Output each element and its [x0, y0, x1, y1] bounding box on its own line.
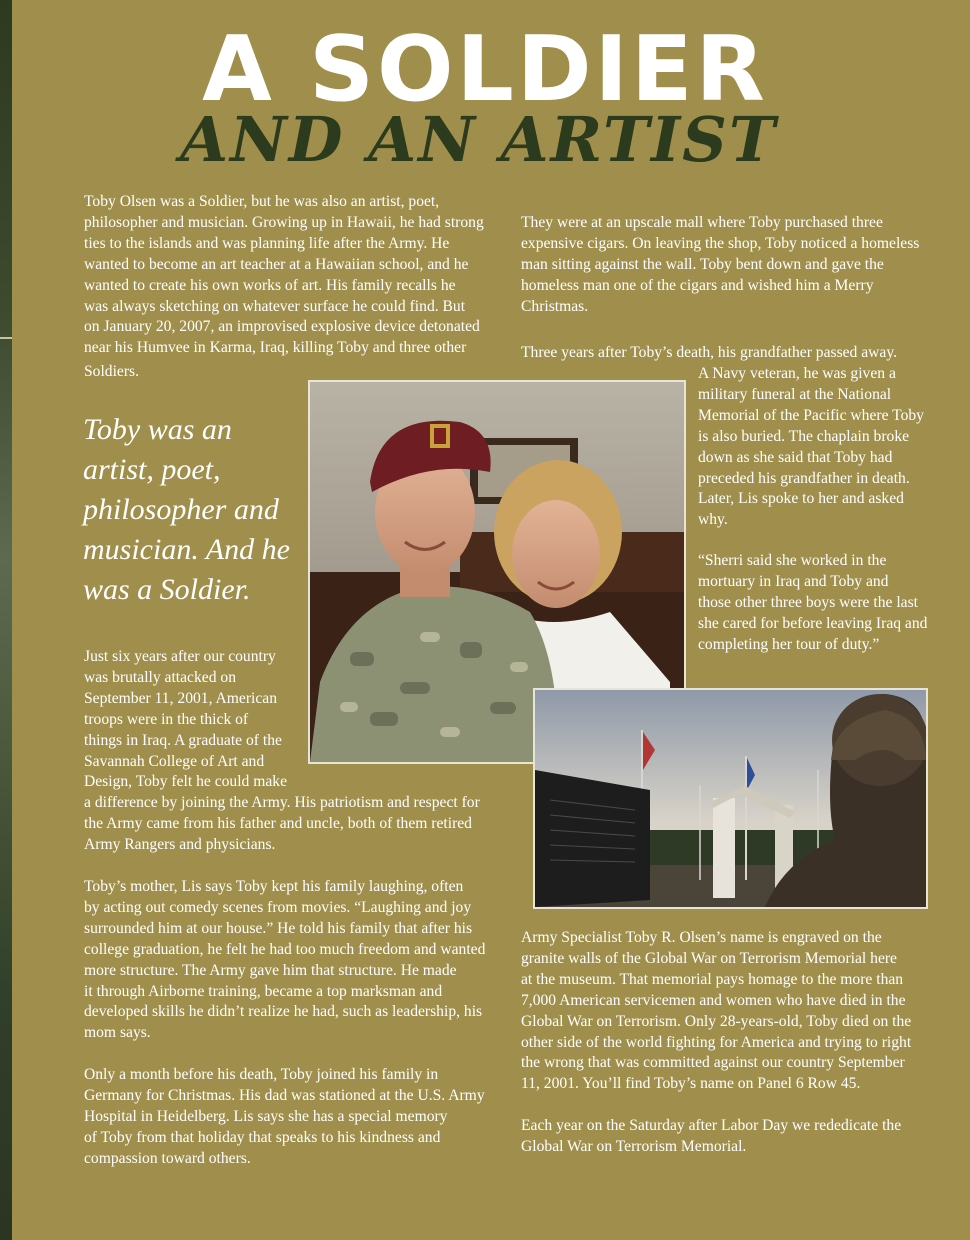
- right-quote-paragraph: “Sherri said she worked in the mortuary in Iraq and Toby and those other three boys were the last she cared for before leaving Iraq and completing her tour of duty.”: [698, 552, 928, 653]
- title-line-1: A SOLDIER: [202, 17, 768, 122]
- right-paragraph-3: Army Specialist Toby R. Olsen’s name is engraved on the granite walls of the Global War on Terrorism Memorial here at the museum. That memorial pays homage to the more than 7,000 American servicemen and women who have died in the Global War on Terrorism. Only 28-years-old, Toby died on the other side of the world fighting for America and trying to right the wrong that was committed against our country September 11, 2001. You’ll find Toby’s name on Panel 6 Row 45.: [521, 929, 912, 1093]
- left-paragraph-1: Toby Olsen was a Soldier, but he was also an artist, poet, philosopher and musician. Growing up in Hawaii, he had strong ties to the islands and was planning life after the Army. He wanted to become an art teacher at a Hawaiian school, and he wanted to create his own works of art. His family recalls he was always sketching on whatever surface he could find. But on January 20, 2007, an improvised explosive device detonated near his Humvee in Karma, Iraq, killing Toby and three other Soldiers.: [84, 193, 484, 381]
- right-paragraph-4: Each year on the Saturday after Labor Day we rededicate the Global War on Terrorism Memorial.: [521, 1117, 902, 1155]
- left-edge-rule: [0, 337, 12, 339]
- left-paragraph-2: Just six years after our country was brutally attacked on September 11, 2001, American troops were in the thick of things in Iraq. A graduate of the Savannah College of Art and Design, Toby felt he could make a difference by joining the Army. His patriotism and respect for the Army came from his father and uncle, both of them retired Army Rangers and physicians.: [84, 648, 480, 854]
- pull-quote: Toby was an artist, poet, philosopher and musician. And he was a Soldier.: [83, 413, 290, 606]
- title-line-2: AND AN ARTIST: [180, 103, 778, 176]
- left-edge-strip: [0, 0, 12, 1240]
- right-paragraph-2: A Navy veteran, he was given a military funeral at the National Memorial of the Pacific where Toby is also buried. The chaplain broke down as she said that Toby had preceded his grandfather in death. Later, Lis spoke to her and asked why.: [698, 365, 924, 529]
- photo-memorial-statue: [533, 688, 928, 909]
- right-paragraph-2-first-line: Three years after Toby’s death, his grandfather passed away.: [521, 344, 898, 361]
- left-paragraph-4: Only a month before his death, Toby joined his family in Germany for Christmas. His dad was stationed at the U.S. Army Hospital in Heidelberg. Lis says she has a special memory of Toby from that holiday that speaks to his kindness and compassion toward others.: [84, 1066, 485, 1167]
- right-paragraph-1: They were at an upscale mall where Toby purchased three expensive cigars. On leaving the shop, Toby noticed a homeless man sitting against the wall. Toby bent down and gave the homeless man one of the cigars and wished him a Merry Christmas.: [521, 214, 920, 315]
- photo-memorial-statue-icon: [535, 690, 926, 907]
- left-paragraph-3: Toby’s mother, Lis says Toby kept his family laughing, often by acting out comedy scenes from movies. “Laughing and joy surrounded him at our house.” He told his family that after his college graduation, he felt he had too much freedom and wanted more structure. The Army gave him that structure. He made it through Airborne training, became a top marksman and developed skills he didn’t realize he had, such as leadership, his mom says.: [84, 878, 486, 1042]
